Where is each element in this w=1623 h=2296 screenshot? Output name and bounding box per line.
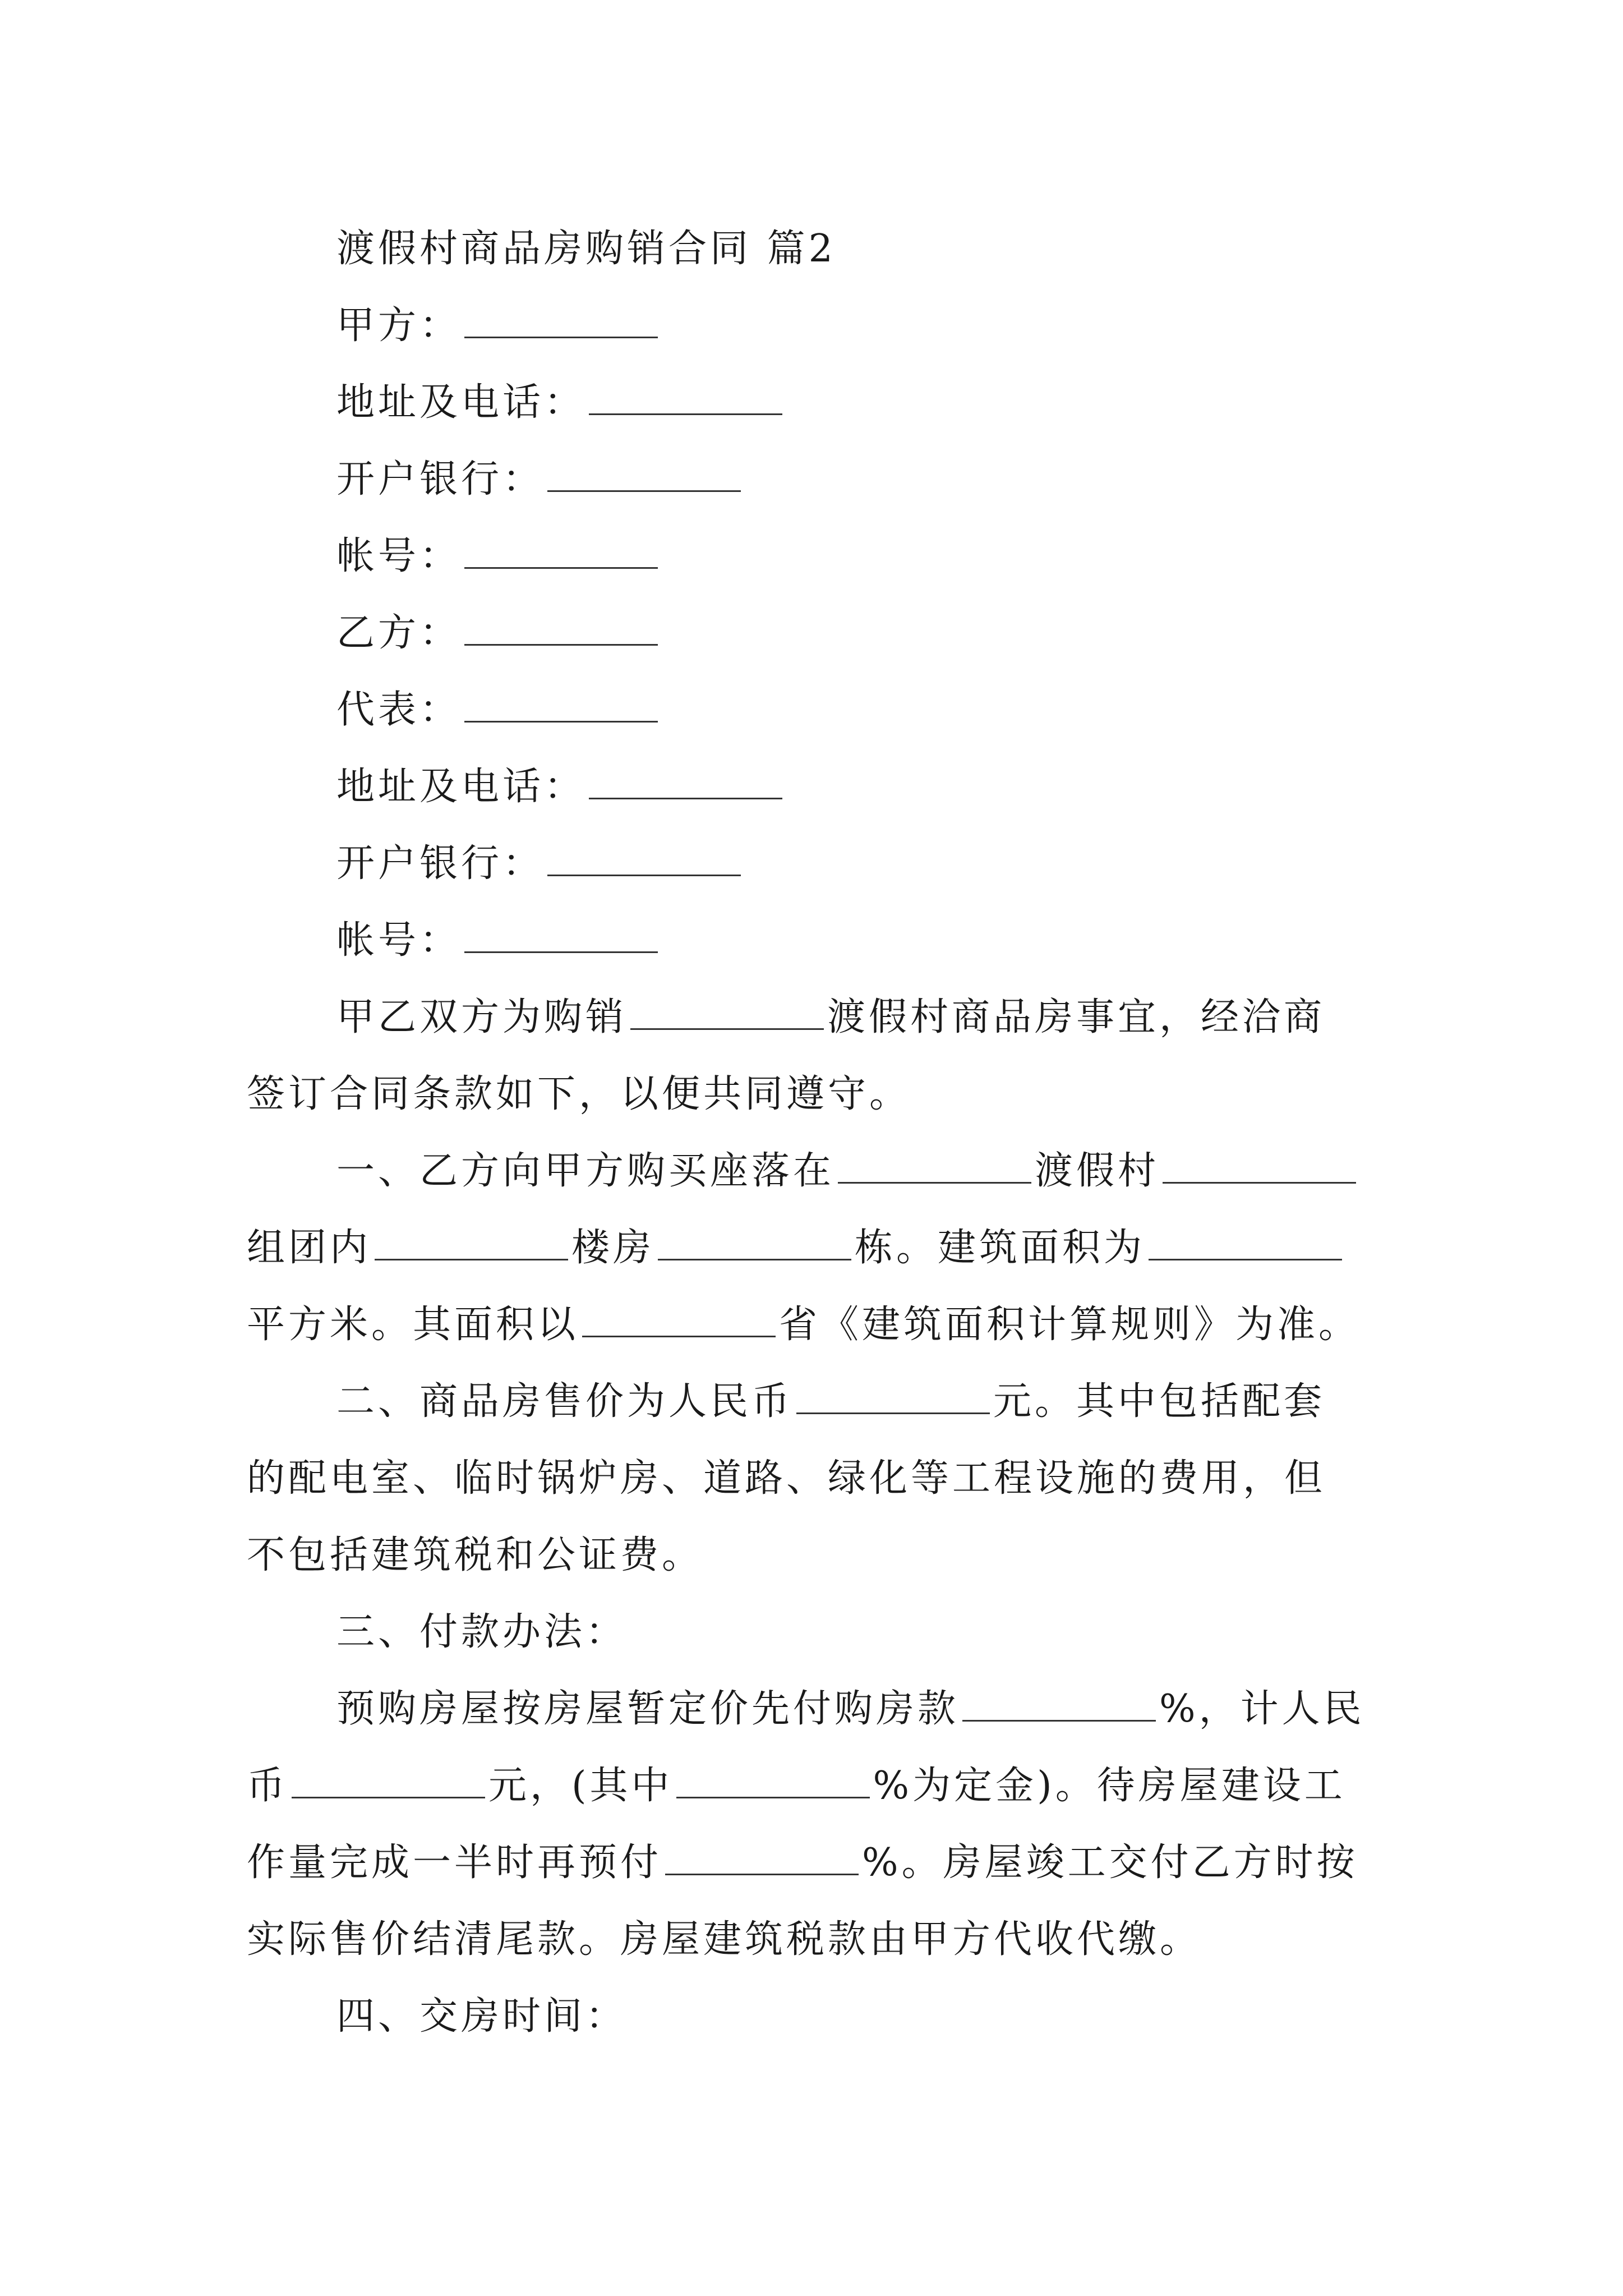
party-a-address-blank [589, 379, 782, 415]
clause3-l4: 实际售价结清尾款。房屋建筑税款由甲方代收代缴。 [247, 1917, 1202, 1962]
party-b-account-line [247, 902, 1396, 979]
party-a-label: 甲方： [336, 303, 462, 348]
clause1-l2c: 栋。建筑面积为 [855, 1226, 1146, 1270]
prepay-amount-blank [292, 1762, 485, 1798]
intro-part1: 甲乙双方为购销 [336, 995, 628, 1039]
clause1-l3a: 平方米。其面积以 [247, 1303, 579, 1347]
party-b-address-label: 地址及电话： [336, 765, 586, 809]
party-b-account-label: 帐号： [336, 918, 462, 963]
clause2-line-1 [247, 1363, 1396, 1440]
contract-body [247, 210, 1396, 2055]
prepay-percent-blank [962, 1685, 1156, 1722]
clause3-l3b: %。房屋竣工交付乙方时按 [862, 1841, 1358, 1885]
clause4-heading-text: 四、交房时间： [336, 1994, 628, 2039]
clause1-l2b: 楼房 [571, 1226, 655, 1270]
clause1-l3b: 省《建筑面积计算规则》为准。 [779, 1303, 1361, 1347]
intro-part2: 渡假村商品房事宜，经洽商 [827, 995, 1326, 1039]
area-blank [1149, 1224, 1342, 1260]
party-a-bank-line [247, 441, 1396, 518]
clause2-l3: 不包括建筑税和公证费。 [247, 1533, 704, 1577]
party-b-bank-blank [547, 840, 741, 876]
province-blank [582, 1301, 776, 1337]
clause3-l1b: %，计人民 [1159, 1687, 1365, 1731]
party-b-account-blank [464, 917, 658, 953]
intro-line-2 [247, 1056, 1396, 1133]
clause3-heading [247, 1594, 1396, 1671]
party-a-account-line [247, 518, 1396, 595]
party-b-address-blank [589, 763, 782, 799]
party-a-bank-blank [547, 455, 741, 492]
party-a-line [247, 287, 1396, 364]
party-b-representative-blank [464, 686, 658, 723]
party-a-account-blank [464, 532, 658, 569]
clause1-line-3 [247, 1286, 1396, 1363]
clause1-l1b: 渡假村 [1035, 1149, 1160, 1193]
clause2-line-3 [247, 1517, 1396, 1594]
clause2-l2: 的配电室、临时锅炉房、道路、绿化等工程设施的费用，但 [247, 1456, 1326, 1501]
party-b-bank-label: 开户银行： [336, 841, 545, 886]
party-b-representative-line [247, 671, 1396, 748]
clause3-heading-text: 三、付款办法： [336, 1610, 628, 1654]
group-blank [375, 1224, 568, 1260]
party-b-representative-label: 代表： [336, 688, 462, 732]
clause1-line-1 [247, 1133, 1396, 1209]
second-prepay-percent-blank [665, 1839, 859, 1875]
deposit-percent-blank [676, 1762, 870, 1798]
building-blank [658, 1224, 851, 1260]
party-a-bank-label: 开户银行： [336, 457, 545, 501]
clause3-line-2 [247, 1747, 1396, 1824]
clause3-line-4 [247, 1901, 1396, 1978]
clause2-l1a: 二、商品房售价为人民币 [336, 1379, 794, 1424]
clause3-line-1 [247, 1671, 1396, 1747]
party-b-address-line [247, 748, 1396, 825]
intro-line-1 [247, 979, 1396, 1056]
clause3-l2a: 币 [247, 1764, 289, 1808]
party-a-blank [464, 302, 658, 338]
clause3-l3a: 作量完成一半时再预付 [247, 1841, 662, 1885]
document-title [247, 210, 1396, 287]
clause3-line-3 [247, 1824, 1396, 1901]
clause4-heading [247, 1978, 1396, 2055]
village-blank [1163, 1147, 1356, 1184]
party-b-bank-line [247, 825, 1396, 902]
price-blank [796, 1378, 990, 1414]
clause2-line-2 [247, 1440, 1396, 1517]
party-b-label: 乙方： [336, 611, 462, 655]
title-text: 渡假村商品房购销合同 篇2 [336, 227, 836, 271]
party-a-address-line [247, 364, 1396, 441]
clause3-l1a: 预购房屋按房屋暂定价先付购房款 [336, 1687, 960, 1731]
clause3-l2c: %为定金)。待房屋建设工 [873, 1764, 1346, 1808]
intro-line2-text: 签订合同条款如下，以便共同遵守。 [247, 1072, 911, 1116]
clause2-l1b: 元。其中包括配套 [993, 1379, 1326, 1424]
party-a-address-label: 地址及电话： [336, 380, 586, 425]
clause1-l1a: 一、乙方向甲方购买座落在 [336, 1149, 835, 1193]
party-b-line [247, 595, 1396, 671]
party-a-account-label: 帐号： [336, 534, 462, 578]
location-blank [838, 1147, 1031, 1184]
clause3-l2b: 元，(其中 [488, 1764, 673, 1808]
clause1-line-2 [247, 1209, 1396, 1286]
clause1-l2a: 组团内 [247, 1226, 372, 1270]
village-name-blank [630, 993, 824, 1030]
party-b-blank [464, 609, 658, 646]
